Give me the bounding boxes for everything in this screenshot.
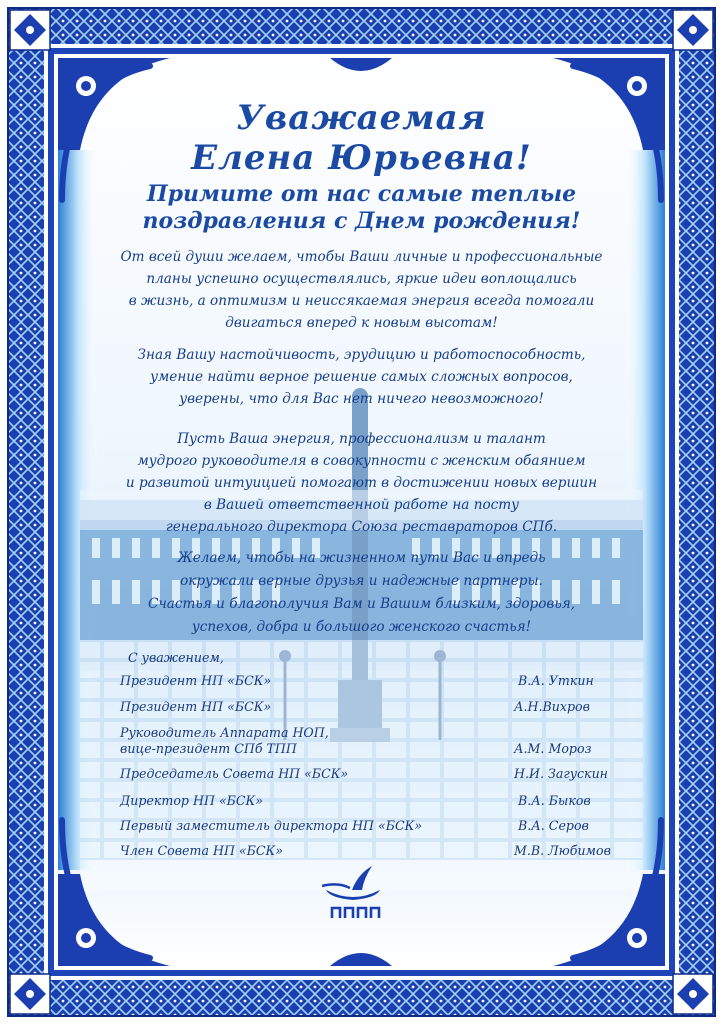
signatory-7-title: Член Совета НП «БСК» [120, 843, 283, 858]
signatory-7-name: М.В. Любимов [514, 843, 611, 858]
paragraph-4-line-3: Счастья и благополучия Вам и Вашим близким, здоровья, [147, 596, 576, 612]
signatory-2-title: Президент НП «БСК» [120, 699, 272, 714]
paragraph-1-line-3: в жизнь, а оптимизм и неиссякаемая энергия всегда помогали [128, 293, 595, 309]
signatory-1-name: В.А. Уткин [518, 673, 594, 688]
signatory-6-title: Первый заместитель директора НП «БСК» [120, 818, 423, 833]
paragraph-1-line-2: планы успешно осуществлялись, яркие идеи воплощались [146, 271, 577, 287]
signatory-4-title: Председатель Совета НП «БСК» [120, 766, 349, 781]
subheading-line-2: поздравления с Днем рождения! [142, 208, 581, 234]
paragraph-2-line-2: умение найти верное решение самых сложных вопросов, [150, 369, 573, 385]
subheading-line-1: Примите от нас самые теплые [146, 181, 577, 207]
ship-colonnade-logo-icon [318, 860, 388, 922]
greeting-line-1: Уважаемая [236, 98, 487, 138]
paragraph-1-line-1: От всей души желаем, чтобы Ваши личные и профессиональные [120, 249, 603, 265]
signatory-3-title: Руководитель Аппарата НОП, [120, 725, 329, 740]
signatory-5-title: Директор НП «БСК» [120, 793, 263, 808]
signatory-3-title-2: вице-президент СПб ТПП [120, 741, 297, 756]
signatory-6-name: В.А. Серов [518, 818, 589, 833]
paragraph-2-line-3: уверены, что для Вас нет ничего невозможного! [179, 391, 544, 407]
signatory-5-name: В.А. Быков [518, 793, 591, 808]
paragraph-3-line-1: Пусть Ваша энергия, профессионализм и талант [177, 431, 546, 447]
paragraph-3-line-3: и развитой интуицией помогают в достижении новых вершин [125, 475, 598, 491]
paragraph-4-line-4: успехов, добра и большого женского счастья! [191, 619, 532, 635]
signatory-3-name: А.М. Мороз [514, 741, 592, 756]
paragraph-3-line-5: генерального директора Союза реставраторов СПб. [165, 519, 558, 535]
greeting-line-2: Елена Юрьевна! [191, 138, 532, 178]
paragraph-3-line-4: в Вашей ответственной работе на посту [203, 497, 520, 513]
signatory-4-name: Н.И. Загускин [514, 766, 608, 781]
signatory-1-title: Президент НП «БСК» [120, 673, 272, 688]
paragraph-1-line-4: двигаться вперед к новым высотам! [225, 315, 498, 331]
paragraph-4-line-2: окружали верные друзья и надежные партнеры. [180, 573, 543, 589]
paragraph-3-line-2: мудрого руководителя в совокупности с женским обаянием [137, 453, 586, 469]
regards-text: С уважением, [128, 650, 224, 665]
paragraph-2-line-1: Зная Вашу настойчивость, эрудицию и работоспособность, [137, 347, 586, 363]
signatory-2-name: А.Н.Вихров [514, 699, 590, 714]
paragraph-4-line-1: Желаем, чтобы на жизненном пути Вас и впредь [177, 550, 546, 566]
